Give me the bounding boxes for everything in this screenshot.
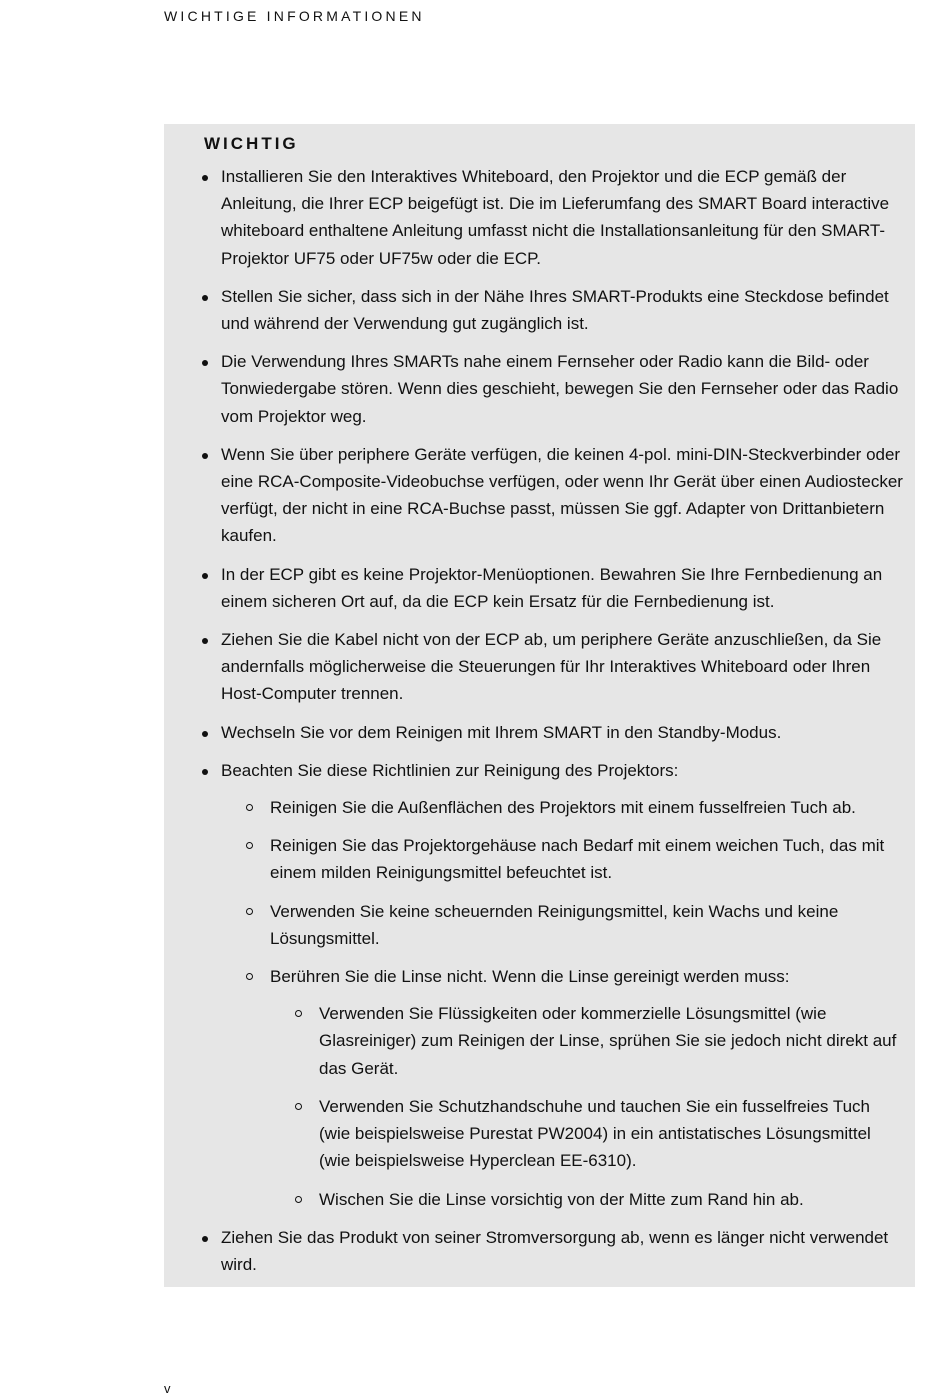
list-item-cleaning	[202, 757, 903, 1213]
running-header: WICHTIGE INFORMATIONEN	[164, 8, 425, 24]
notice-list	[202, 163, 903, 1278]
list-item: Stellen Sie sicher, dass sich in der Nähe Ihres SMART-Produkts eine Steckdose befindet und während der Verwendung gut zugänglich ist.	[202, 283, 903, 337]
sublist-item: Reinigen Sie die Außenflächen des Projektors mit einem fusselfreien Tuch ab.	[221, 794, 903, 821]
lens-item: Verwenden Sie Flüssigkeiten oder kommerzielle Lösungsmittel (wie Glasreiniger) zum Reinigen der Linse, sprühen Sie sie jedoch nicht direkt auf das Gerät.	[221, 1000, 903, 1082]
list-item-text: Beachten Sie diese Richtlinien zur Reinigung des Projektors:	[221, 760, 679, 780]
list-item: Wechseln Sie vor dem Reinigen mit Ihrem SMART in den Standby-Modus.	[202, 719, 903, 746]
list-item: Installieren Sie den Interaktives Whiteboard, den Projektor und die ECP gemäß der Anleitung, die Ihrer ECP beigefügt ist. Die im Lieferumfang des SMART Board interactive whiteboard enthaltene Anleitung umfasst nicht die Installationsanleitung für den SMART-Projektor UF75 oder UF75w oder die ECP.	[202, 163, 903, 272]
cleaning-sublist	[221, 794, 903, 1213]
list-item: Wenn Sie über periphere Geräte verfügen, die keinen 4-pol. mini-DIN-Steckverbinder oder eine RCA-Composite-Videobuchse verfügen, oder wenn Ihr Gerät über einen Audiostecker verfügt, der nicht in eine RCA-Buchse passt, müssen Sie ggf. Adapter von Drittanbietern kaufen.	[202, 441, 903, 550]
page-number: v	[164, 1381, 171, 1396]
important-notice-box	[164, 124, 915, 1287]
notice-title: WICHTIG	[204, 134, 299, 153]
lens-item: Wischen Sie die Linse vorsichtig von der Mitte zum Rand hin ab.	[221, 1186, 903, 1213]
sublist-item-lens	[221, 963, 903, 1213]
lens-item: Verwenden Sie Schutzhandschuhe und tauchen Sie ein fusselfreies Tuch (wie beispielsweise Purestat PW2004) in ein antistatisches Lösungsmittel (wie beispielsweise Hyperclean EE-6310).	[221, 1093, 903, 1175]
list-item: In der ECP gibt es keine Projektor-Menüoptionen. Bewahren Sie Ihre Fernbedienung an einem sicheren Ort auf, da die ECP kein Ersatz für die Fernbedienung ist.	[202, 561, 903, 615]
lens-sublist	[221, 1000, 903, 1212]
sublist-item: Reinigen Sie das Projektorgehäuse nach Bedarf mit einem weichen Tuch, das mit einem milden Reinigungsmittel befeuchtet ist.	[221, 832, 903, 886]
list-item: Ziehen Sie das Produkt von seiner Stromversorgung ab, wenn es länger nicht verwendet wird.	[202, 1224, 903, 1278]
list-item: Die Verwendung Ihres SMARTs nahe einem Fernseher oder Radio kann die Bild- oder Tonwiedergabe stören. Wenn dies geschieht, bewegen Sie den Fernseher oder das Radio vom Projektor weg.	[202, 348, 903, 430]
sublist-item-text: Berühren Sie die Linse nicht. Wenn die Linse gereinigt werden muss:	[270, 967, 790, 987]
sublist-item: Verwenden Sie keine scheuernden Reinigungsmittel, kein Wachs und keine Lösungsmittel.	[221, 898, 903, 952]
list-item: Ziehen Sie die Kabel nicht von der ECP ab, um periphere Geräte anzuschließen, da Sie andernfalls möglicherweise die Steuerungen für Ihr Interaktives Whiteboard oder Ihren Host-Computer trennen.	[202, 626, 903, 708]
